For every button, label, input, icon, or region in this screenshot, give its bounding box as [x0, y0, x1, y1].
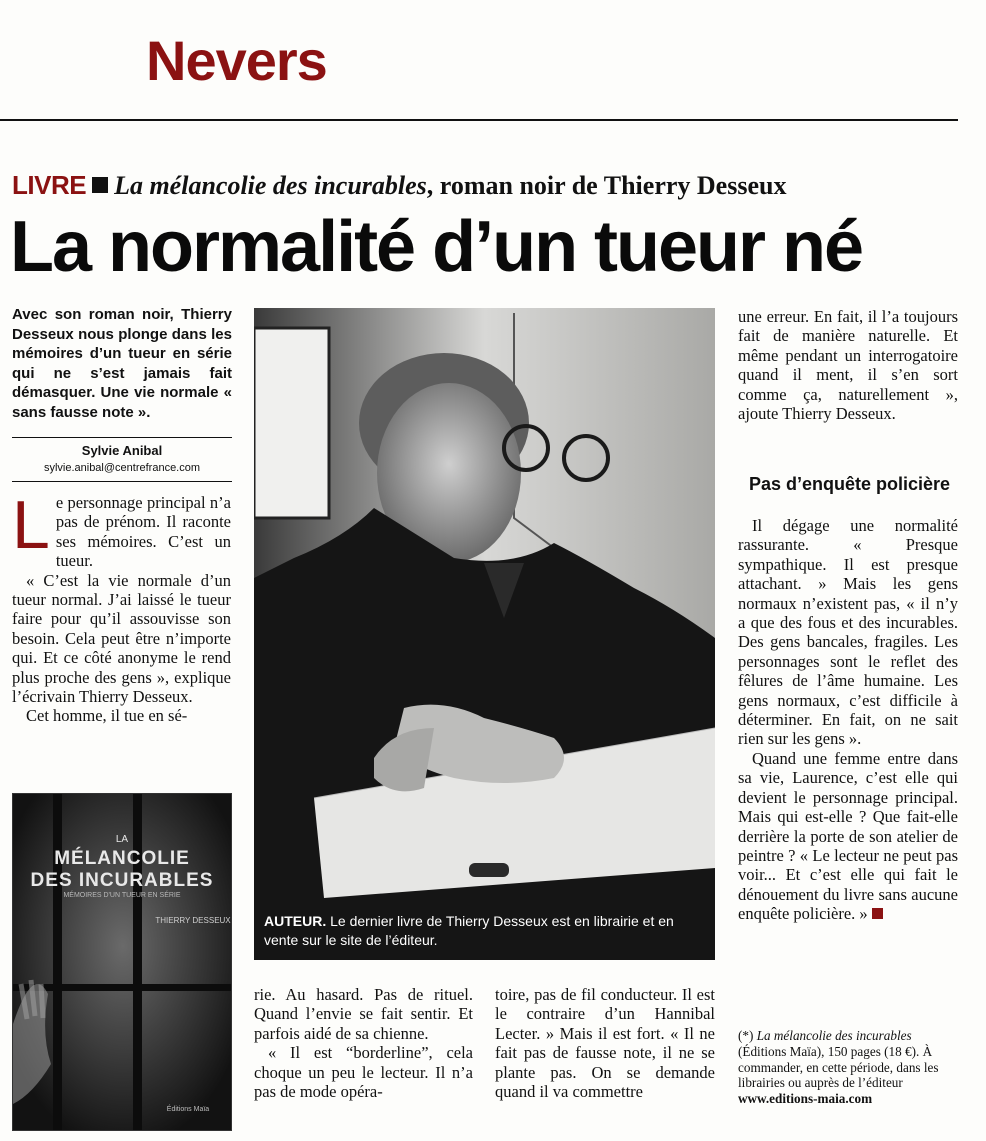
byline-email[interactable]: sylvie.anibal@centrefrance.com — [43, 462, 201, 474]
subhead: Pas d’enquête policière — [749, 474, 951, 494]
paragraph: Il dégage une normalité rassurante. « Presque sympathique. Il est presque attachant. » Mais les gens normaux n’existent pas, « il n’y a que des fous et des incurables. Des gens bancales, fragiles. Les personnages sont le reflet des fêlures de l’âme humaine. Les gens normaux, c’est difficile à déterminer. En fait, on ne sait rien sur les gens ». — [738, 516, 958, 749]
cover-text: DES INCURABLES — [30, 870, 214, 891]
lede: Avec son roman noir, Thierry Desseux nous plonge dans les mémoires d’un tueur en série qui ne s’est jamais fait démasquer. Une vie normale « sans fausse note ». — [12, 306, 232, 421]
byline-author: Sylvie Anibal — [81, 443, 163, 458]
drop-cap: L — [12, 487, 50, 563]
column-4 — [738, 307, 958, 423]
caption-lead: AUTEUR. — [264, 913, 327, 929]
lede-rule — [12, 437, 232, 438]
kicker-rest: , roman noir de Thierry Desseux — [426, 171, 787, 200]
paragraph: « C’est la vie normale d’un tueur normal. J’ai laissé le tueur faire pour qu’il assouvisse son besoin. Cela peut être n’importe qui. Et ce côté anonyme le rend plus proche des gens », explique l’écrivain Thierry Desseux. — [12, 570, 231, 707]
publisher-link[interactable]: www.editions-maia.com — [738, 1091, 873, 1107]
kicker-tag: LIVRE — [12, 170, 87, 200]
paragraph: rie. Au hasard. Pas de rituel. Quand l’envie se fait sentir. Et parfois aidé de sa chienne. — [254, 985, 473, 1043]
column-4-continued — [738, 516, 958, 924]
section-title: Nevers — [146, 29, 327, 92]
paragraph: Cet homme, il tue en sé- — [26, 706, 188, 726]
footnote-details: (Éditions Maïa), 150 pages (18 €). À commander, en cette période, dans les librairies ou auprès de l’éditeur — [738, 1043, 939, 1091]
author-photo — [254, 308, 715, 960]
book-cover-image — [12, 793, 232, 1131]
top-rule — [0, 119, 958, 121]
paragraph: une erreur. En fait, il l’a toujours fait de manière naturelle. Et même pendant un interrogatoire quand il ment, il s’en sort comme ça, naturellement », ajoute Thierry Desseux. — [738, 307, 958, 424]
kicker-square — [92, 177, 108, 193]
cover-text: MÉLANCOLIE — [54, 848, 190, 869]
paragraph-text: Quand une femme entre dans sa vie, Laurence, c’est elle qui devient le personnage principal. Mais qui est-elle ? Que fait-elle derrière la porte de son atelier de peintre ? « Le lecteur ne peut pas voir... Et c’est elle qui fait le dénouement du livre sans aucune enquête policière. » — [738, 748, 958, 924]
caption-text: Le dernier livre de Thierry Desseux est en librairie et en vente sur le site de l’éditeur. — [264, 913, 674, 948]
paragraph: e personnage principal n’a pas de prénom. Il raconte ses mémoires. C’est un tueur. — [55, 493, 231, 571]
cover-text: THIERRY DESSEUX — [155, 916, 231, 925]
footnote-mark: (*) — [738, 1028, 754, 1043]
kicker-book-title: La mélancolie des incurables — [114, 171, 427, 200]
column-3 — [495, 985, 715, 1101]
author-portrait — [254, 308, 715, 960]
paragraph — [738, 749, 958, 924]
paragraph: toire, pas de fil conducteur. Il est le contraire d’un Hannibal Lecter. » Mais il est fort. « Il ne fait pas de fausse note, il ne se plante pas. On se demande quand il va commettre — [495, 985, 715, 1102]
footnote — [738, 1028, 958, 1107]
email-rule — [12, 481, 232, 482]
kicker — [12, 170, 786, 201]
headline: La normalité d’un tueur né — [10, 207, 863, 287]
paragraph: « Il est “borderline”, cela choque un peu le lecteur. Il n’a pas de mode opéra- — [254, 1043, 473, 1102]
cover-text: MÉMOIRES D'UN TUEUR EN SÉRIE — [63, 892, 181, 899]
column-2 — [254, 985, 473, 1101]
footnote-title: La mélancolie des incurables — [756, 1028, 912, 1043]
cover-text: Éditions Maïa — [166, 1106, 210, 1113]
cover-text: LA — [115, 834, 129, 845]
column-1 — [12, 487, 231, 726]
photo-caption — [264, 912, 706, 950]
end-mark — [872, 908, 883, 919]
